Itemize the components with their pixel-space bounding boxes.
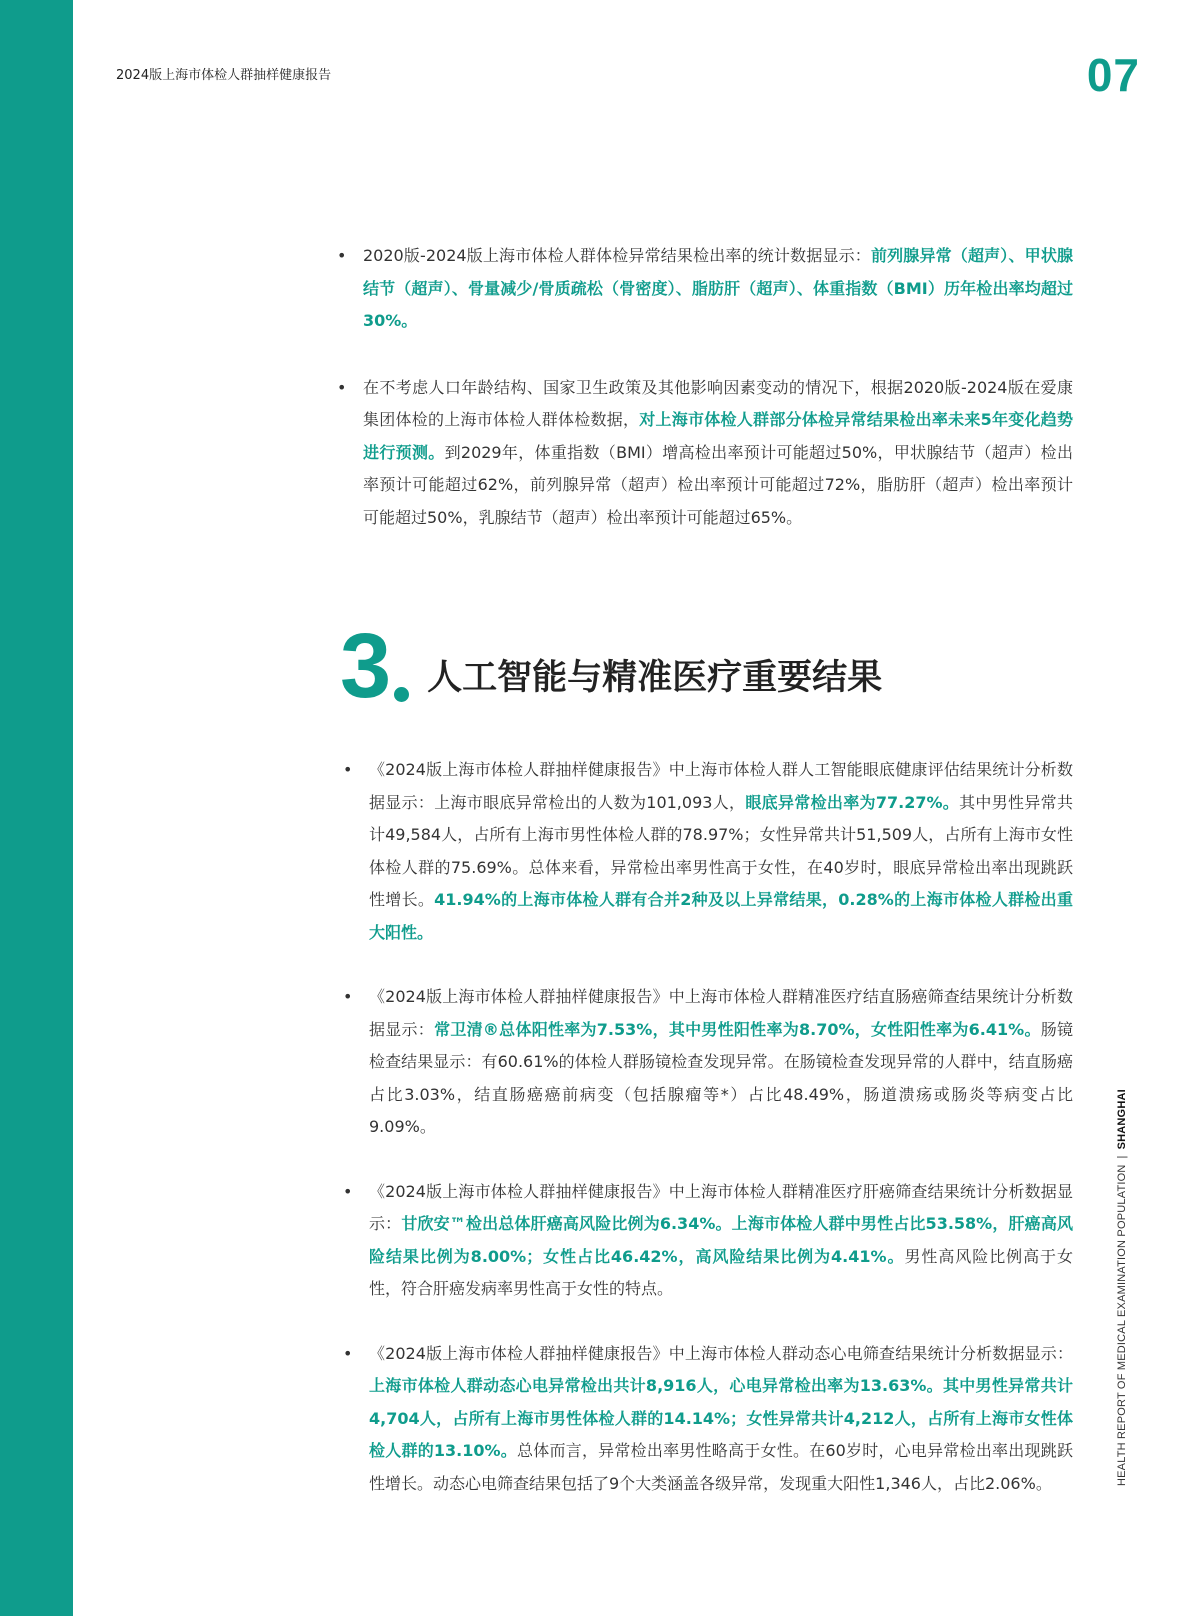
- bullet-dot-icon: •: [343, 987, 353, 1006]
- section-bullet-list: [343, 754, 1073, 1532]
- bullet-highlight: 41.94%的上海市体检人群有合并2种及以上异常结果，0.28%的上海市体检人群检出重大阳性。: [369, 890, 1073, 942]
- bullet-highlight: 甘欣安™检出总体肝癌高风险比例为6.34%。上海市体检人群中男性占比53.58%，肝癌高风险结果比例为8.00%；女性占比46.42%，高风险结果比例为4.41%。: [369, 1214, 1073, 1266]
- bullet-item: [337, 372, 1073, 535]
- side-label-city: SHANGHAI: [1116, 1089, 1128, 1150]
- bullet-dot-icon: •: [337, 377, 347, 397]
- side-label-separator: |: [1116, 1155, 1128, 1159]
- bullet-dot-icon: •: [343, 760, 353, 779]
- bullet-highlight: 对上海市体检人群部分体检异常结果检出率未来5年变化趋势进行预测。: [363, 410, 1073, 462]
- bullet-dot-icon: •: [337, 246, 347, 265]
- bullet-text: 《2024版上海市体检人群抽样健康报告》中上海市体检人群人工智能眼底健康评估结果统计分析数据显示：上海市眼底异常检出的人数为101,093人，: [369, 760, 1073, 812]
- side-label-text: HEALTH REPORT OF MEDICAL EXAMINATION POPULATION: [1116, 1164, 1128, 1486]
- bullet-highlight: 眼底异常检出率为77.27%。: [745, 792, 960, 812]
- bullet-text: 2020版-2024版上海市体检人群体检异常结果检出率的统计数据显示：: [363, 246, 871, 265]
- side-color-bar: [0, 0, 73, 1616]
- bullet-item: [343, 981, 1073, 1144]
- bullet-highlight: 常卫清®总体阳性率为7.53%，其中男性阳性率为8.70%，女性阳性率为6.41%。: [434, 1019, 1041, 1039]
- bullet-highlight: 上海市体检人群动态心电异常检出共计8,916人，心电异常检出率为13.63%。其中男性异常共计4,704人，占所有上海市男性体检人群的14.14%；女性异常共计4,212人，占所有上海市女性体检人群的13.10%。: [369, 1376, 1073, 1460]
- bullet-text: 肠镜检查结果显示：有60.61%的体检人群肠镜检查发现异常。在肠镜检查发现异常的人群中，结直肠癌占比3.03%，结直肠癌癌前病变（包括腺瘤等*）占比48.49%，肠道溃疡或肠炎等病变占比9.09%。: [369, 1019, 1073, 1136]
- section-title: 人工智能与精准医疗重要结果: [427, 658, 883, 698]
- vertical-side-label: [1116, 1089, 1128, 1486]
- section-number: 3: [340, 615, 392, 717]
- bullet-text: 《2024版上海市体检人群抽样健康报告》中上海市体检人群精准医疗肝癌筛查结果统计分析数据显示：: [369, 1181, 1073, 1233]
- section-heading: [340, 615, 883, 717]
- bullet-dot-icon: •: [343, 1181, 353, 1201]
- bullet-text: 其中男性异常共计49,584人，占所有上海市男性体检人群的78.97%；女性异常共计51,509人，占所有上海市女性体检人群的75.69%。总体来看，异常检出率男性高于女性，在40岁时，眼底异常检出率出现跳跃性增长。: [369, 792, 1073, 909]
- bullet-text: 到2029年，体重指数（BMI）增高检出率预计可能超过50%，甲状腺结节（超声）检出率预计可能超过62%，前列腺异常（超声）检出率预计可能超过72%，脂肪肝（超声）检出率预计可能超过50%，乳腺结节（超声）检出率预计可能超过65%。: [363, 442, 1073, 527]
- bullet-item: [343, 1338, 1073, 1501]
- section-dot-icon: [394, 687, 409, 702]
- bullet-text: 总体而言，异常检出率男性略高于女性。在60岁时，心电异常检出率出现跳跃性增长。动态心电筛查结果包括了9个大类涵盖各级异常，发现重大阳性1,346人，占比2.06%。: [369, 1441, 1073, 1493]
- report-title: 2024版上海市体检人群抽样健康报告: [116, 68, 332, 83]
- bullet-dot-icon: •: [343, 1343, 353, 1363]
- bullet-text: 男性高风险比例高于女性，符合肝癌发病率男性高于女性的特点。: [369, 1246, 1073, 1298]
- bullet-text: 《2024版上海市体检人群抽样健康报告》中上海市体检人群动态心电筛查结果统计分析数据显示：: [369, 1343, 1073, 1363]
- bullet-item: [337, 240, 1073, 338]
- bullet-item: [343, 754, 1073, 949]
- bullet-highlight: 前列腺异常（超声）、甲状腺结节（超声）、骨量减少/骨质疏松（骨密度）、脂肪肝（超声）、体重指数（BMI）历年检出率均超过30%。: [363, 246, 1073, 330]
- bullet-text: 《2024版上海市体检人群抽样健康报告》中上海市体检人群精准医疗结直肠癌筛查结果统计分析数据显示：: [369, 987, 1073, 1039]
- page-number: 07: [1086, 49, 1140, 101]
- bullet-text: 在不考虑人口年龄结构、国家卫生政策及其他影响因素变动的情况下，根据2020版-2024版在爱康集团体检的上海市体检人群体检数据，: [363, 377, 1073, 429]
- intro-bullet-list: [337, 240, 1073, 568]
- bullet-item: [343, 1176, 1073, 1306]
